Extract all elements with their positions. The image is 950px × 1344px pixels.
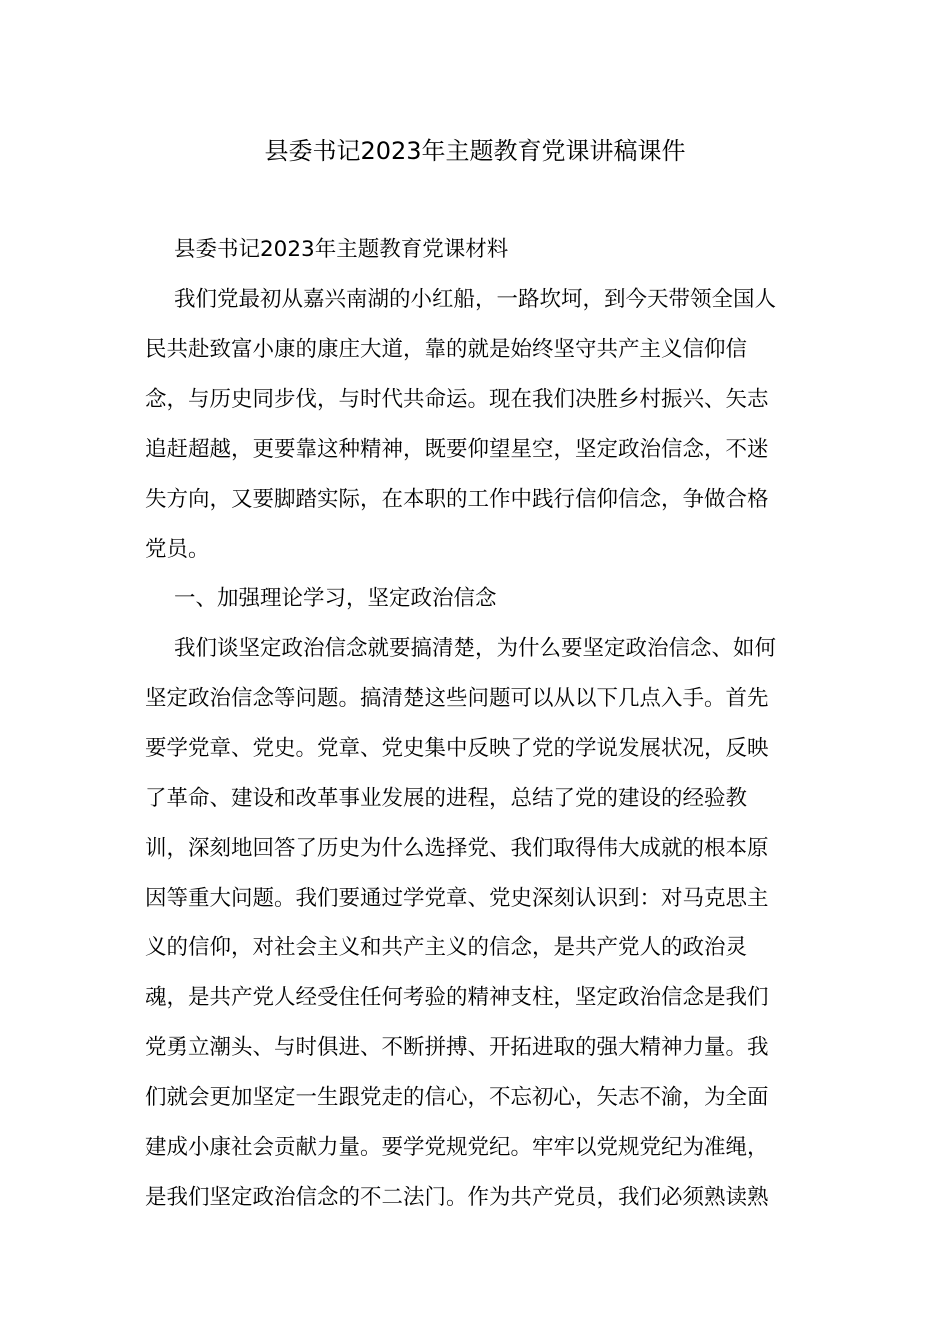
paragraph-line: 因等重大问题。我们要通过学党章、党史深刻认识到：对马克思主 [145, 886, 769, 911]
paragraph-line: 我们谈坚定政治信念就要搞清楚，为什么要坚定政治信念、如何 [174, 636, 777, 661]
paragraph-line: 建成小康社会贡献力量。要学党规党纪。牢牢以党规党纪为准绳， [145, 1135, 769, 1160]
paragraph-line: 党勇立潮头、与时俱进、不断拼搏、开拓进取的强大精神力量。我 [145, 1035, 769, 1060]
paragraph-line: 们就会更加坚定一生跟党走的信心，不忘初心，矢志不渝，为全面 [145, 1085, 769, 1110]
paragraph-line: 念，与历史同步伐，与时代共命运。现在我们决胜乡村振兴、矢志 [145, 387, 769, 412]
section-heading: 一、加强理论学习，坚定政治信念 [174, 586, 497, 611]
paragraph-line: 党员。 [145, 537, 210, 562]
paragraph-line: 是我们坚定政治信念的不二法门。作为共产党员，我们必须熟读熟 [145, 1185, 769, 1210]
document-title: 县委书记2023年主题教育党课讲稿课件 [264, 137, 686, 165]
paragraph-line: 追赶超越，更要靠这种精神，既要仰望星空，坚定政治信念，不迷 [145, 437, 769, 462]
paragraph-line: 了革命、建设和改革事业发展的进程，总结了党的建设的经验教 [145, 786, 748, 811]
paragraph-line: 训，深刻地回答了历史为什么选择党、我们取得伟大成就的根本原 [145, 836, 769, 861]
paragraph-line: 魂，是共产党人经受住任何考验的精神支柱，坚定政治信念是我们 [145, 985, 769, 1010]
subtitle-line: 县委书记2023年主题教育党课材料 [174, 237, 509, 262]
paragraph-line: 民共赴致富小康的康庄大道，靠的就是始终坚守共产主义信仰信 [145, 337, 748, 362]
paragraph-line: 我们党最初从嘉兴南湖的小红船，一路坎坷，到今天带领全国人 [174, 287, 777, 312]
paragraph-line: 要学党章、党史。党章、党史集中反映了党的学说发展状况，反映 [145, 736, 769, 761]
paragraph-line: 义的信仰，对社会主义和共产主义的信念，是共产党人的政治灵 [145, 935, 748, 960]
paragraph-line: 坚定政治信念等问题。搞清楚这些问题可以从以下几点入手。首先 [145, 686, 769, 711]
paragraph-line: 失方向，又要脚踏实际，在本职的工作中践行信仰信念，争做合格 [145, 487, 769, 512]
